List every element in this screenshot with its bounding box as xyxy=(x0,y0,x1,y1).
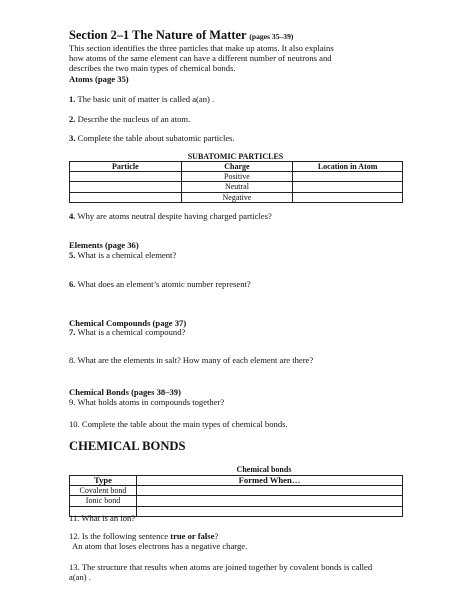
particle-cell-3 xyxy=(70,192,182,202)
question-9: 9. What holds atoms in compounds together? xyxy=(69,397,225,407)
question-3 xyxy=(69,133,235,144)
question-12-text-before: 12. Is the following sentence xyxy=(69,531,171,541)
location-cell-3 xyxy=(293,192,403,202)
formed-cell-2 xyxy=(137,496,403,506)
section-pages: (pages 35–39) xyxy=(249,32,294,41)
charge-cell-negative: Negative xyxy=(181,192,293,202)
question-12-bold: true or false xyxy=(170,531,215,541)
header-particle: Particle xyxy=(70,162,182,172)
type-cell-covalent: Covalent bond xyxy=(70,486,137,496)
subatomic-table-caption: SUBATOMIC PARTICLES xyxy=(187,152,284,161)
intro-line-3: describes the two main types of chemical bonds. xyxy=(69,63,236,73)
question-13-line-2: a(an) . xyxy=(69,572,91,582)
question-1-text: The basic unit of matter is called a(an) . xyxy=(77,94,215,104)
question-5 xyxy=(69,250,176,261)
chemical-bonds-heading: CHEMICAL BONDS xyxy=(69,439,186,453)
question-4 xyxy=(69,211,272,222)
question-12-statement: An atom that loses electrons has a negative charge. xyxy=(72,541,248,551)
table-row xyxy=(70,192,403,202)
type-cell-ionic: Ionic bond xyxy=(70,496,137,506)
intro-line-2: how atoms of the same element can have a different number of neutrons and xyxy=(69,53,332,63)
chemical-bonds-table xyxy=(69,475,403,517)
elements-heading: Elements (page 36) xyxy=(69,240,139,250)
table-header-row xyxy=(70,162,403,172)
question-4-text: Why are atoms neutral despite having charged particles? xyxy=(77,211,272,221)
question-13-line-1: 13. The structure that results when atoms are joined together by covalent bonds is called xyxy=(69,562,373,572)
question-8-text: What are the elements in salt? How many of each element are there? xyxy=(77,355,314,365)
question-12-text-after: ? xyxy=(214,531,219,541)
question-6-text: What does an element’s atomic number represent? xyxy=(77,279,251,289)
section-title-text: Section 2–1 The Nature of Matter xyxy=(69,28,247,42)
charge-cell-positive: Positive xyxy=(181,172,293,182)
subatomic-particles-table xyxy=(69,161,403,203)
question-8 xyxy=(69,355,313,366)
header-type: Type xyxy=(70,476,137,486)
question-3-text: Complete the table about subatomic particles. xyxy=(77,133,235,143)
table-row xyxy=(70,172,403,182)
question-7-number: 7. xyxy=(69,327,76,337)
header-formed-when: Formed When… xyxy=(137,476,403,486)
location-cell-1 xyxy=(293,172,403,182)
question-10: 10. Complete the table about the main types of chemical bonds. xyxy=(69,419,288,429)
question-3-number: 3. xyxy=(69,133,76,143)
header-location: Location in Atom xyxy=(293,162,403,172)
question-1-number: 1. xyxy=(69,94,76,104)
question-2-number: 2. xyxy=(69,114,76,124)
table-row xyxy=(70,182,403,192)
question-5-number: 5. xyxy=(69,250,76,260)
particle-cell-2 xyxy=(70,182,182,192)
question-1 xyxy=(69,94,214,105)
question-2-text: Describe the nucleus of an atom. xyxy=(77,114,191,124)
compounds-heading: Chemical Compounds (page 37) xyxy=(69,318,187,328)
section-title xyxy=(69,28,293,43)
question-6 xyxy=(69,279,251,290)
question-2 xyxy=(69,114,190,125)
question-4-number: 4. xyxy=(69,211,76,221)
bonds-heading: Chemical Bonds (pages 38–39) xyxy=(69,387,181,397)
formed-cell-1 xyxy=(137,486,403,496)
question-11: 11. What is an ion? xyxy=(69,513,136,523)
header-charge: Charge xyxy=(181,162,293,172)
formed-cell-3 xyxy=(137,506,403,516)
table-row xyxy=(70,486,403,496)
atoms-heading: Atoms (page 35) xyxy=(69,74,129,84)
particle-cell-1 xyxy=(70,172,182,182)
question-5-text: What is a chemical element? xyxy=(77,250,177,260)
question-7 xyxy=(69,327,185,338)
bonds-table-caption: Chemical bonds xyxy=(236,465,292,474)
question-7-text: What is a chemical compound? xyxy=(77,327,186,337)
charge-cell-neutral: Neutral xyxy=(181,182,293,192)
intro-line-1: This section identifies the three particles that make up atoms. It also explains xyxy=(69,43,334,53)
table-row xyxy=(70,496,403,506)
question-6-number: 6. xyxy=(69,279,76,289)
location-cell-2 xyxy=(293,182,403,192)
question-12 xyxy=(69,531,218,542)
table-header-row xyxy=(70,476,403,486)
question-8-number: 8. xyxy=(69,355,76,365)
